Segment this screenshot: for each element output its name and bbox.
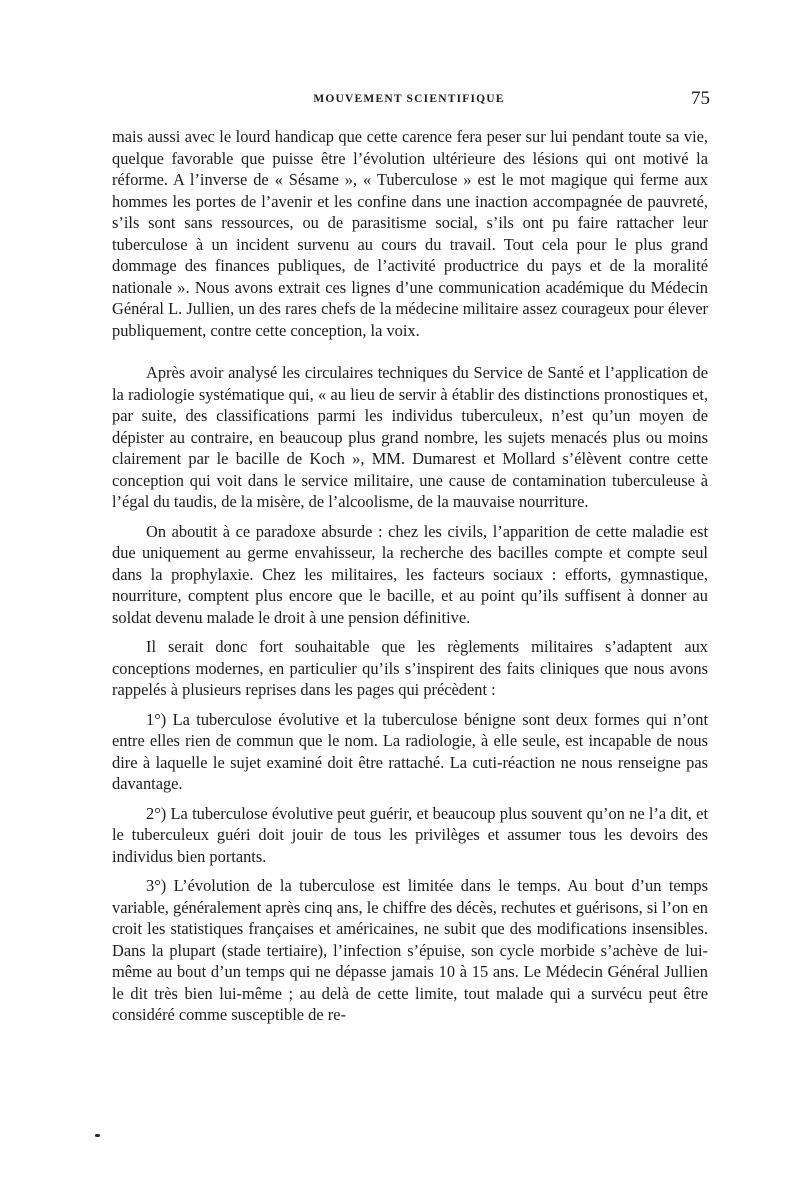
list-item-2: 2°) La tuberculose évolutive peut guérir, et beaucoup plus souvent qu’on ne l’a dit, et le tuberculeux guéri doit jouir de tous les privilèges et assumer tous les devoirs des individus bien portants.	[112, 803, 708, 866]
list-item-1: 1°) La tuberculose évolutive et la tuberculose bénigne sont deux formes qui n’ont entre elles rien de commun que le nom. La radiologie, à elle seule, est incapable de nous dire à laquelle le sujet examiné doit être rattaché. La cuti-réaction ne nous renseigne pas davantage.	[112, 709, 708, 793]
paragraph-reglements: Il serait donc fort souhaitable que les règlements militaires s’adaptent aux conceptions modernes, en particulier qu’ils s’inspirent des faits cliniques que nous avons rappelés à plusieurs reprises dans les pages qui précèdent :	[112, 637, 708, 699]
running-header	[108, 88, 710, 111]
list-item-3: 3°) L’évolution de la tuberculose est limitée dans le temps. Au bout d’un temps variable, généralement après cinq ans, le chiffre des décès, rechutes et guérisons, si l’on en croit les statistiques françaises et américaines, ne subit que des modifications insensibles. Dans la plupart (stade tertiaire), l’infection s’épuise, son cycle morbide s’achève de lui-même au bout d’un temps qui ne dépasse jamais 10 à 15 ans. Le Médecin Général Jullien le dit très bien lui-même ; au delà de cette limite, tout malade qui a survécu peut être considéré comme susceptible de re-	[112, 876, 708, 1024]
paragraph-paradoxe: On aboutit à ce paradoxe absurde : chez les civils, l’apparition de cette maladie est due uniquement au germe envahisseur, la recherche des bacilles compte et compte seul dans la prophylaxie. Chez les militaires, les facteurs sociaux : efforts, gymnastique, nourriture, comptent plus encore que le bacille, et au point qu’ils suffisent à donner au soldat devenu malade le droit à une pension définitive.	[112, 521, 708, 627]
body-text	[112, 126, 708, 1026]
running-title: MOUVEMENT SCIENTIFIQUE	[313, 93, 505, 105]
page-number: 75	[691, 88, 710, 109]
paragraph-dumarest-mollard: Après avoir analysé les circulaires techniques du Service de Santé et l’application de la radiologie systématique qui, « au lieu de servir à établir des distinctions pronostiques et, par suite, des classifications parmi les individus tuberculeux, n’est qu’un moyen de dépister au contraire, en beaucoup plus grand nombre, les sujets menacés plus ou moins clairement par le bacille de Koch », MM. Dumarest et Mollard s’élèvent contre cette conception qui voit dans le service militaire, une cause de contamination tuberculeuse à l’égal du taudis, de la misère, de l’alcoolisme, de la mauvaise nourriture.	[112, 363, 708, 511]
margin-mark	[95, 1134, 100, 1137]
paragraph-continuation: mais aussi avec le lourd handicap que cette carence fera peser sur lui pendant toute sa vie, quelque favorable que puisse être l’évolution ultérieure des lésions qui ont motivé la réforme. A l’inverse de « Sésame », « Tuberculose » est le mot magique qui ferme aux hommes les portes de l’avenir et les confine dans une inaction accompagnée de pauvreté, s’ils sont sans ressources, ou de parasitisme social, s’ils ont pu faire rattacher leur tuberculose à un incident survenu au cours du travail. Tout cela pour le plus grand dommage des finances publiques, de l’activité productrice du pays et de la moralité nationale ». Nous avons extrait ces lignes d’une communication académique du Médecin Général L. Jullien, un des rares chefs de la médecine militaire assez courageux pour élever publiquement, contre cette conception, la voix.	[112, 127, 708, 340]
